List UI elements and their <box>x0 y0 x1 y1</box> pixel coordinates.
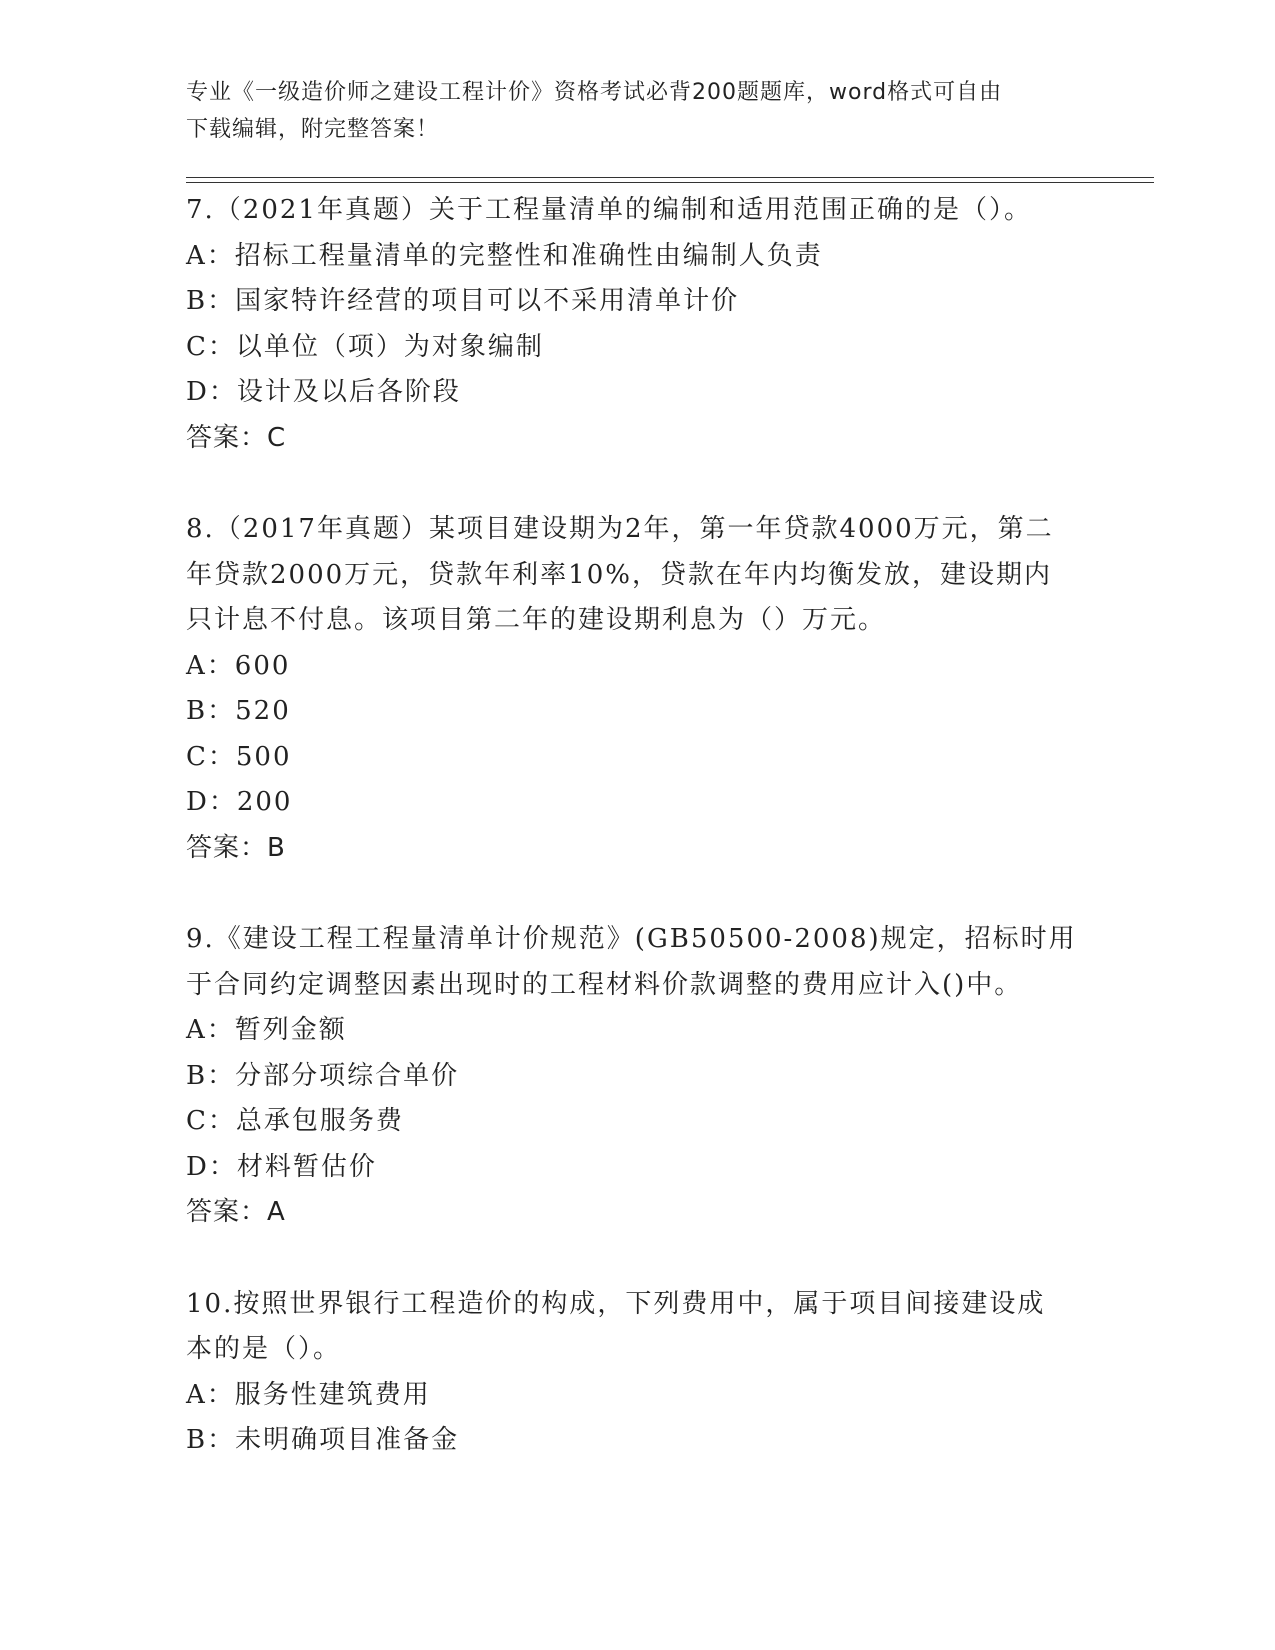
question-stem-line: 于合同约定调整因素出现时的工程材料价款调整的费用应计入()中。 <box>186 969 1023 1000</box>
question-spacer <box>186 461 1086 507</box>
question-stem-line: 只计息不付息。该项目第二年的建设期利息为（）万元。 <box>186 605 887 635</box>
question-stem-line: 年贷款2000万元，贷款年利率10%，贷款在年内均衡发放，建设期内 <box>186 559 1052 590</box>
answer-label: 答案：B <box>186 832 286 863</box>
option-a: A：招标工程量清单的完整性和准确性由编制人负责 <box>186 240 823 271</box>
question-spacer <box>186 871 1086 917</box>
answer-label: 答案：A <box>186 1197 286 1227</box>
header-line-1: 专业《一级造价师之建设工程计价》资格考试必背200题题库，word格式可自由 <box>186 80 1003 105</box>
option-c: C：总承包服务费 <box>186 1106 404 1136</box>
option-b: B：520 <box>186 696 291 726</box>
option-d: D：设计及以后各阶段 <box>186 377 461 407</box>
option-c: C：以单位（项）为对象编制 <box>186 331 544 362</box>
question-9 <box>186 917 1086 1236</box>
option-a: A：600 <box>186 650 291 681</box>
question-7 <box>186 188 1086 461</box>
option-a: A：服务性建筑费用 <box>186 1379 431 1410</box>
answer-label: 答案：C <box>186 422 287 453</box>
question-stem-line: 10.按照世界银行工程造价的构成，下列费用中，属于项目间接建设成 <box>186 1288 1046 1319</box>
question-list <box>186 188 1086 1464</box>
header-line-2: 下载编辑，附完整答案！ <box>186 117 440 142</box>
option-a: A：暂列金额 <box>186 1015 347 1045</box>
option-b: B：分部分项综合单价 <box>186 1060 460 1091</box>
question-stem-line: 本的是（）。 <box>186 1334 342 1364</box>
option-d: D：200 <box>186 787 293 817</box>
option-c: C：500 <box>186 741 292 772</box>
option-d: D：材料暂估价 <box>186 1151 377 1182</box>
question-8 <box>186 507 1086 871</box>
question-stem-line: 7.（2021年真题）关于工程量清单的编制和适用范围正确的是（）。 <box>186 195 1032 225</box>
question-stem-line: 8.（2017年真题）某项目建设期为2年，第一年贷款4000万元，第二 <box>186 514 1054 544</box>
header-divider-top <box>186 177 1154 178</box>
option-b: B：未明确项目准备金 <box>186 1425 460 1455</box>
question-spacer <box>186 1236 1086 1282</box>
option-b: B：国家特许经营的项目可以不采用清单计价 <box>186 286 740 316</box>
header-divider-bottom <box>186 182 1154 183</box>
question-10 <box>186 1282 1086 1464</box>
document-header <box>186 74 1066 148</box>
question-stem-line: 9.《建设工程工程量清单计价规范》(GB50500-2008)规定，招标时用 <box>186 924 1077 954</box>
